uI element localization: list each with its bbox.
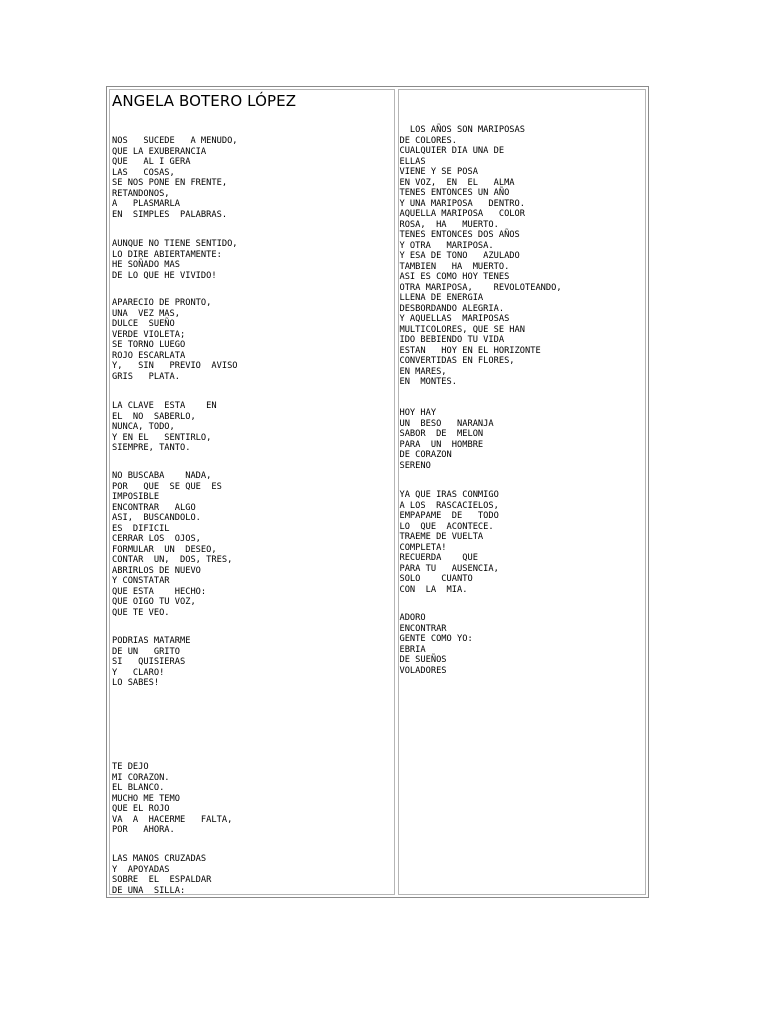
stanza-left-6: PODRIAS MATARME DE UN GRITO SI QUISIERAS Y CLARO! LO SABES!	[112, 636, 191, 688]
poem-table	[106, 86, 649, 898]
stanza-right-2: HOY HAY UN BESO NARANJA SABOR DE MELON PARA UN HOMBRE DE CORAZON SERENO	[399, 408, 494, 471]
stanza-right-3: YA QUE IRAS CONMIGO A LOS RASCACIELOS, EMPAPAME DE TODO LO QUE ACONTECE. TRAEME DE VUELTA COMPLETA! RECUERDA QUE PARA TU AUSENCIA, SOLO CUANTO CON LA MIA.	[399, 490, 499, 595]
stanza-right-4: ADORO ENCONTRAR GENTE COMO YO: EBRIA DE SUEÑOS VOLADORES	[399, 613, 473, 676]
author-title: ANGELA BOTERO LÓPEZ	[112, 92, 297, 110]
stanza-left-2: AUNQUE NO TIENE SENTIDO, LO DIRE ABIERTAMENTE: HE SOÑADO MAS DE LO QUE HE VIVIDO!	[112, 239, 238, 281]
right-column	[398, 89, 646, 895]
stanza-left-1: NOS SUCEDE A MENUDO, QUE LA EXUBERANCIA QUE AL I GERA LAS COSAS, SE NOS PONE EN FRENTE, RETANDONOS, A PLASMARLA EN SIMPLES PALABRAS.	[112, 136, 238, 220]
left-column	[109, 89, 395, 895]
stanza-left-7: TE DEJO MI CORAZON. EL BLANCO. MUCHO ME TEMO QUE EL ROJO VA A HACERME FALTA, POR AHORA.	[112, 762, 233, 835]
stanza-left-4: LA CLAVE ESTA EN EL NO SABERLO, NUNCA, TODO, Y EN EL SENTIRLO, SIEMPRE, TANTO.	[112, 401, 217, 453]
stanza-left-8: LAS MANOS CRUZADAS Y APOYADAS SOBRE EL ESPALDAR DE UNA SILLA:	[112, 854, 212, 895]
stanza-right-1: LOS AÑOS SON MARIPOSAS DE COLORES. CUALQUIER DIA UNA DE ELLAS VIENE Y SE POSA EN VOZ, EN EL ALMA TENES ENTONCES UN AÑO Y UNA MARIPOSA DENTRO. AQUELLA MARIPOSA COLOR ROSA, HA MUERTO. TENES ENTONCES DOS AÑOS Y OTRA MARIPOSA. Y ESA DE TONO AZULADO TAMBIEN HA MUERTO. ASI ES COMO HOY TENES OTRA MARIPOSA, REVOLOTEANDO, LLENA DE ENERGIA DESBORDANDO ALEGRIA. Y AQUELLAS MARIPOSAS MULTICOLORES, QUE SE HAN IDO BEBIENDO TU VIDA ESTAN HOY EN EL HORIZONTE CONVERTIDAS EN FLORES, EN MARES, EN MONTES.	[399, 125, 562, 387]
stanza-left-5: NO BUSCABA NADA, POR QUE SE QUE ES IMPOSIBLE ENCONTRAR ALGO ASI, BUSCANDOLO. ES DIFICIL CERRAR LOS OJOS, FORMULAR UN DESEO, CONTAR UN, DOS, TRES, ABRIRLOS DE NUEVO Y CONSTATAR QUE ESTA HECHO: QUE OIGO TU VOZ, QUE TE VEO.	[112, 471, 233, 618]
stanza-left-3: APARECIO DE PRONTO, UNA VEZ MAS, DULCE SUEÑO VERDE VIOLETA; SE TORNO LUEGO ROJO ESCARLATA Y, SIN PREVIO AVISO GRIS PLATA.	[112, 298, 238, 382]
